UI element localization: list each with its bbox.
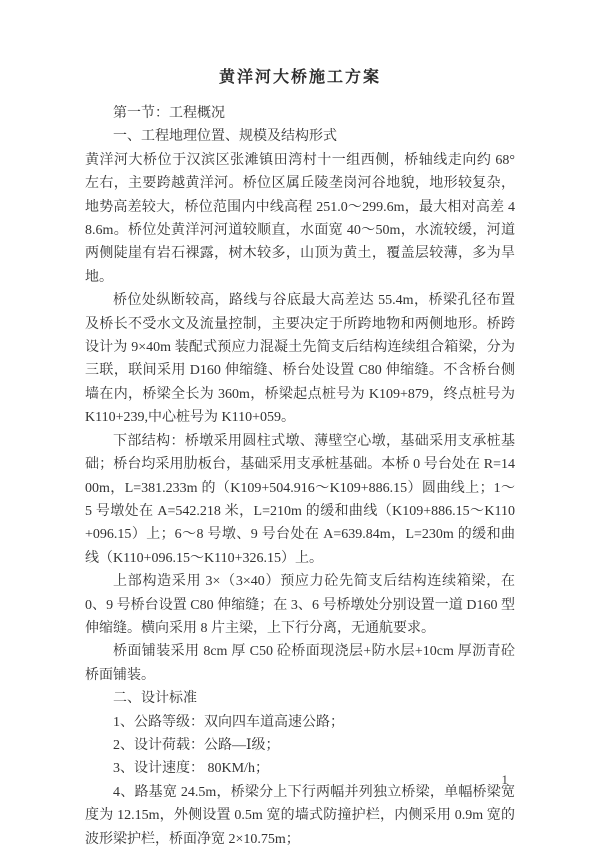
paragraph-substructure: 下部结构：桥墩采用圆柱式墩、薄壁空心墩，基础采用支承桩基础；桥台均采用肋板台，基础采用支承桩基础。本桥 0 号台处在 R=1400m，L=381.233m 的（K109+504.916～K109+886.15）圆曲线上；1～5 号墩处在 A=542.218 米，L=210m 的缓和曲线（K109+886.15～K110+096.15）上；6～8 号墩、9 号台处在 A=639.84m，L=230m 的缓和曲线（K110+096.15～K110+326.15）上。	[85, 433, 515, 566]
design-standard-item-road-grade: 1、公路等级：双向四车道高速公路；	[113, 714, 344, 730]
subsection-1-heading: 一、工程地理位置、规模及结构形式	[113, 129, 337, 145]
paragraph-superstructure: 上部构造采用 3×（3×40）预应力砼先简支后结构连续箱梁，在 0、9 号桥台设置 C80 伸缩缝；在 3、6 号桥墩处分别设置一道 D160 型伸缩缝。横向采用 8 片主梁，上下行分离，无通航要求。	[85, 574, 515, 636]
paragraph-location-overview: 黄洋河大桥位于汉滨区张滩镇田湾村十一组西侧，桥轴线走向约 68° 左右，主要跨越黄洋河。桥位区属丘陵垄岗河谷地貌，地形较复杂，地势高差较大，桥位范围内中线高程 251.0～299.6m，最大相对高差 48.6m。桥位处黄洋河河道较顺直，水面宽 40～50m，水流较缓，河道两侧陡崖有岩石裸露，树木较多，山顶为黄土，覆盖层较薄，多为旱地。	[85, 152, 515, 285]
design-standard-item-speed: 3、设计速度： 80KM/h；	[113, 761, 269, 777]
document-body	[85, 102, 515, 849]
page-number: 1	[501, 772, 508, 787]
design-standard-item-load: 2、设计荷载：公路—Ⅰ级；	[113, 737, 280, 753]
section-1-heading: 第一节：工程概况	[113, 106, 225, 121]
paragraph-span-design: 桥位处纵断较高，路线与谷底最大高差达 55.4m，桥梁孔径布置及桥长不受水文及流量控制，主要决定于所跨地物和两侧地形。桥跨设计为 9×40m 装配式预应力混凝土先简支后结构连续组合箱梁，分为三联，联间采用 D160 伸缩缝、桥台处设置 C80 伸缩缝。不含桥台侧墙在内，桥梁全长为 360m，桥梁起点桩号为 K109+879，终点桩号为 K110+239,中心桩号为 K110+059。	[85, 293, 515, 426]
document-title: 黄洋河大桥施工方案	[218, 69, 381, 86]
paragraph-deck-pavement: 桥面铺装采用 8cm 厚 C50 砼桥面现浇层+防水层+10cm 厚沥青砼桥面铺装。	[85, 644, 515, 683]
subsection-2-heading: 二、设计标准	[113, 691, 197, 707]
design-standard-item-width: 4、路基宽 24.5m，桥梁分上下行两幅并列独立桥梁，单幅桥梁宽度为 12.15m，外侧设置 0.5m 宽的墙式防撞护栏，内侧采用 0.9m 宽的波形梁护栏，桥面净宽 2×10.75m；	[85, 784, 515, 847]
